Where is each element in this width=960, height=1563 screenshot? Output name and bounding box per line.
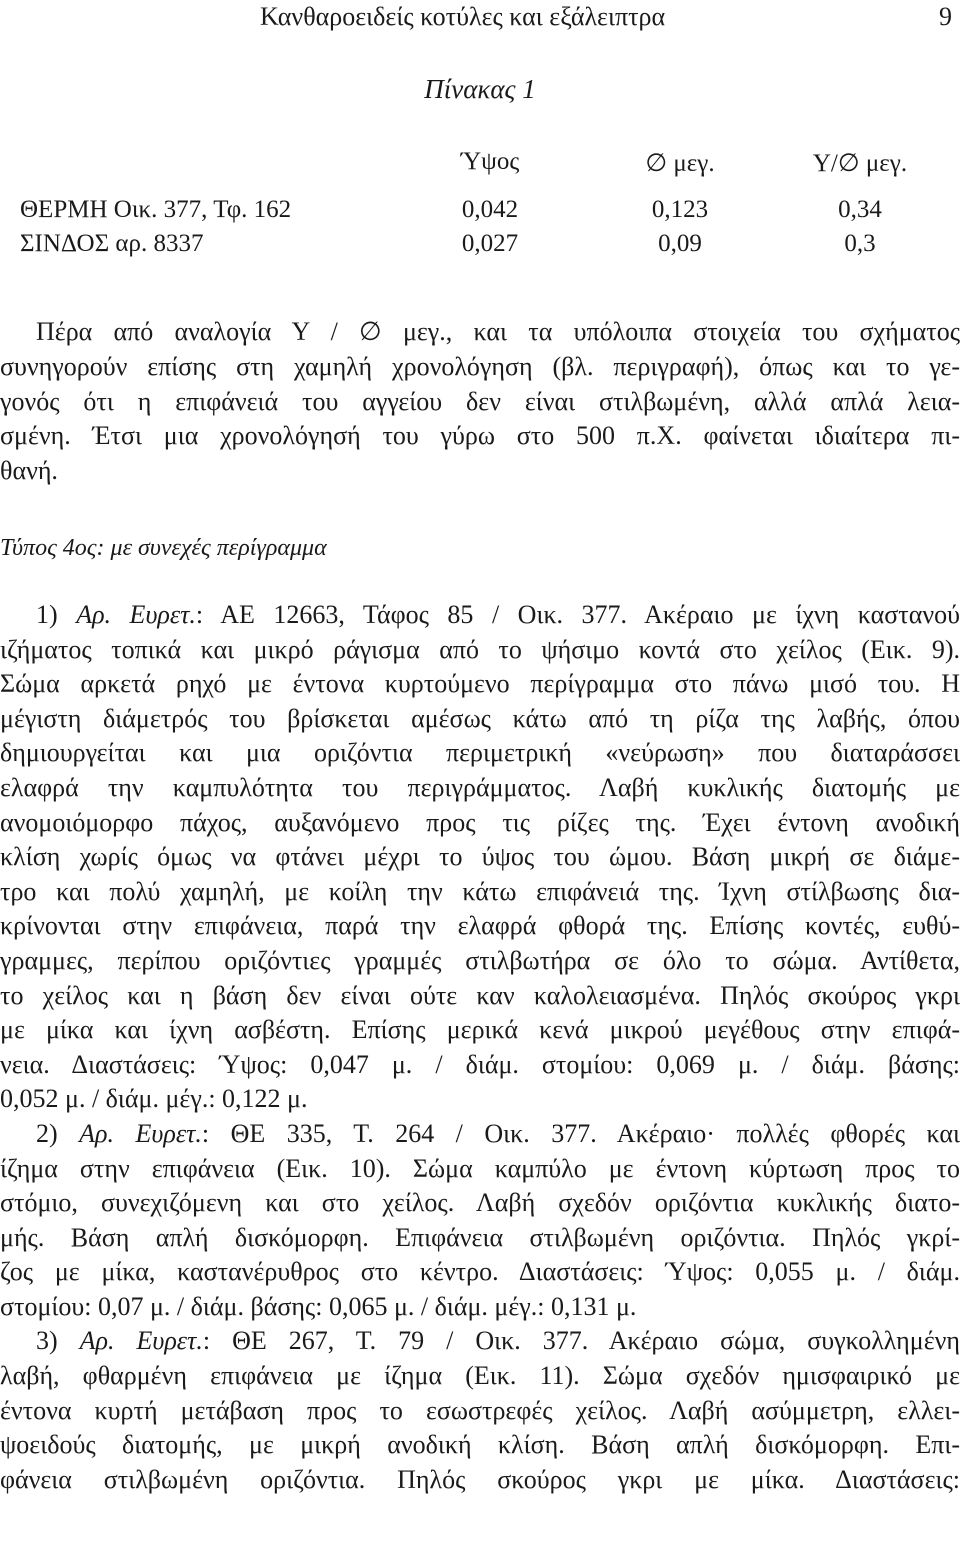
table-cell: ΘΕΡΜΗ Οικ. 377, Τφ. 162	[20, 196, 292, 223]
text-line: ανομοιόμορφο πάχος, αυξανόμενο προς τις ρίζες της. Έχει έντονη ανοδική	[0, 807, 960, 837]
entry-inventory-label: Αρ. Ευρετ.	[76, 600, 196, 629]
text-line: νεια. Διαστάσεις: Ύψος: 0,047 μ. / διάμ. στομίου: 0,069 μ. / διάμ. βάσης:	[0, 1049, 960, 1079]
table-cell: 0,027	[461, 230, 519, 257]
entry-number: 2)	[36, 1118, 58, 1148]
text-line: 0,052 μ. / διάμ. μέγ.: 0,122 μ.	[0, 1084, 308, 1114]
text-line: σμένη. Έτσι μια χρονολόγησή του γύρω στο 500 π.Χ. φαίνεται ιδιαίτερα πι-	[0, 421, 960, 451]
text-line: θανή.	[0, 456, 58, 486]
text-line: έντονα κυρτή μετάβαση προς το εσωστρεφές χείλος. Λαβή ασύμμετρη, ελλει-	[0, 1395, 960, 1425]
text-line: φάνεια στιλβωμένη οριζόντια. Πηλός σκούρος γκρι με μίκα. Διαστάσεις:	[0, 1464, 960, 1494]
entry-lead-line	[0, 1324, 960, 1359]
text-line: ίζημα στην επιφάνεια (Εικ. 10). Σώμα καμπύλο με έντονη κύρτωση προς το	[0, 1153, 960, 1183]
text-line: Σώμα αρκετά ρηχό με έντονα κυρτούμενο περίγραμμα στο πάνω μισό του. Η	[0, 669, 960, 699]
paragraph-dating	[0, 315, 960, 489]
text-line: με μίκα και ίχνη ασβέστη. Επίσης μερικά κενά μικρού μεγέθους στην επιφά-	[0, 1015, 960, 1045]
col-header-max-diameter: ∅ μεγ.	[645, 150, 715, 177]
section-heading: Τύπος 4ος: με συνεχές περίγραμμα	[0, 535, 327, 561]
col-header-height: Ύψος	[460, 148, 520, 175]
text-line: κλίση χωρίς όμως να φτάνει μέχρι το ύψος του ώμου. Βάση μικρή σε διάμε-	[0, 842, 960, 872]
text-line: γονός ότι η επιφάνειά του αγγείου δεν είναι στιλβωμένη, αλλά απλά λεια-	[0, 386, 960, 416]
text-line: το χείλος και η βάση δεν είναι ούτε καν καλολειασμένα. Πηλός σκούρος γκρι	[0, 980, 960, 1010]
table-cell: ΣΙΝΔΟΣ αρ. 8337	[20, 230, 204, 257]
entry-number: 1)	[36, 600, 58, 629]
table-cell: 0,123	[651, 196, 709, 223]
col-header-ratio: Υ/∅ μεγ.	[812, 150, 908, 177]
table-row	[0, 196, 960, 228]
table-title: Πίνακας 1	[424, 74, 536, 104]
table-cell: 0,3	[844, 230, 876, 257]
entry-inventory-label: Αρ. Ευρετ.	[79, 1118, 202, 1148]
catalogue-entries	[0, 598, 960, 1497]
table-cell: 0,34	[838, 196, 882, 223]
page-number: 9	[939, 2, 952, 31]
text-line: στόμιο, συνεχιζόμενη και στο χείλος. Λαβή σχεδόν οριζόντια κυκλικής διατο-	[0, 1188, 960, 1218]
text-line: στομίου: 0,07 μ. / διάμ. βάσης: 0,065 μ. / διάμ. μέγ.: 0,131 μ.	[0, 1291, 637, 1321]
text-line: ελαφρά την καμπυλότητα του περιγράμματος. Λαβή κυκλικής διατομής με	[0, 772, 960, 802]
table-cell: 0,042	[461, 196, 519, 223]
text-line: μής. Βάση απλή δισκόμορφη. Επιφάνεια στιλβωμένη οριζόντια. Πηλός γκρί-	[0, 1222, 960, 1252]
entry-lead-line	[0, 598, 960, 633]
entry-lead-text: : ΘΕ 335, Τ. 264 / Οικ. 377. Ακέραιο· πολλές φθορές και	[201, 1118, 960, 1148]
table-row	[0, 230, 960, 262]
text-line: τρο και πολύ χαμηλή, με κοίλη την κάτω επιφάνειά της. Ίχνη στίλβωσης δια-	[0, 876, 960, 906]
entry-lead-text: : ΘΕ 267, Τ. 79 / Οικ. 377. Ακέραιο σώμα, συγκολλημένη	[202, 1326, 960, 1356]
text-line: λαβή, φθαρμένη επιφάνεια με ίζημα (Εικ. 11). Σώμα σχεδόν ημισφαιρικό με	[0, 1361, 960, 1391]
entry-lead-text: : ΑΕ 12663, Τάφος 85 / Οικ. 377. Ακέραιο με ίχνη καστανού	[195, 600, 960, 629]
text-line: ψοειδούς διατομής, με μικρή ανοδική κλίση. Βάση απλή δισκόμορφη. Επι-	[0, 1430, 960, 1460]
running-head: Κανθαροειδείς κοτύλες και εξάλειπτρα	[260, 2, 666, 31]
table-header-row	[0, 148, 960, 180]
text-line: ιζήματος τοπικά και μικρό ράγισμα από το ψήσιμο κοντά στο χείλος (Εικ. 9).	[0, 634, 960, 664]
entry-number: 3)	[36, 1326, 58, 1356]
text-line: μέγιστη διάμετρός του βρίσκεται αμέσως κάτω από τη ρίζα της λαβής, όπου	[0, 703, 960, 733]
text-line: δημιουργείται και μια οριζόντια περιμετρική «νεύρωση» που διαταράσσει	[0, 738, 960, 768]
text-line: Πέρα από αναλογία Υ / ∅ μεγ., και τα υπόλοιπα στοιχεία του σχήματος	[36, 317, 960, 346]
text-line: κρίνονται στην επιφάνεια, παρά την ελαφρά φθορά της. Επίσης κοντές, ευθύ-	[0, 911, 960, 941]
text-line: συνηγορούν επίσης στη χαμηλή χρονολόγηση (βλ. περιγραφή), όπως και το γε-	[0, 351, 960, 381]
text-line: ζος με μίκα, καστανέρυθρος στο κέντρο. Διαστάσεις: Ύψος: 0,055 μ. / διάμ.	[0, 1257, 960, 1287]
text-line: γραμμες, περίπου οριζόντιες γραμμές στιλβωτήρα σε όλο το σώμα. Αντίθετα,	[0, 945, 960, 975]
table-cell: 0,09	[658, 230, 702, 257]
entry-lead-line	[0, 1117, 960, 1152]
entry-inventory-label: Αρ. Ευρετ.	[79, 1326, 203, 1356]
